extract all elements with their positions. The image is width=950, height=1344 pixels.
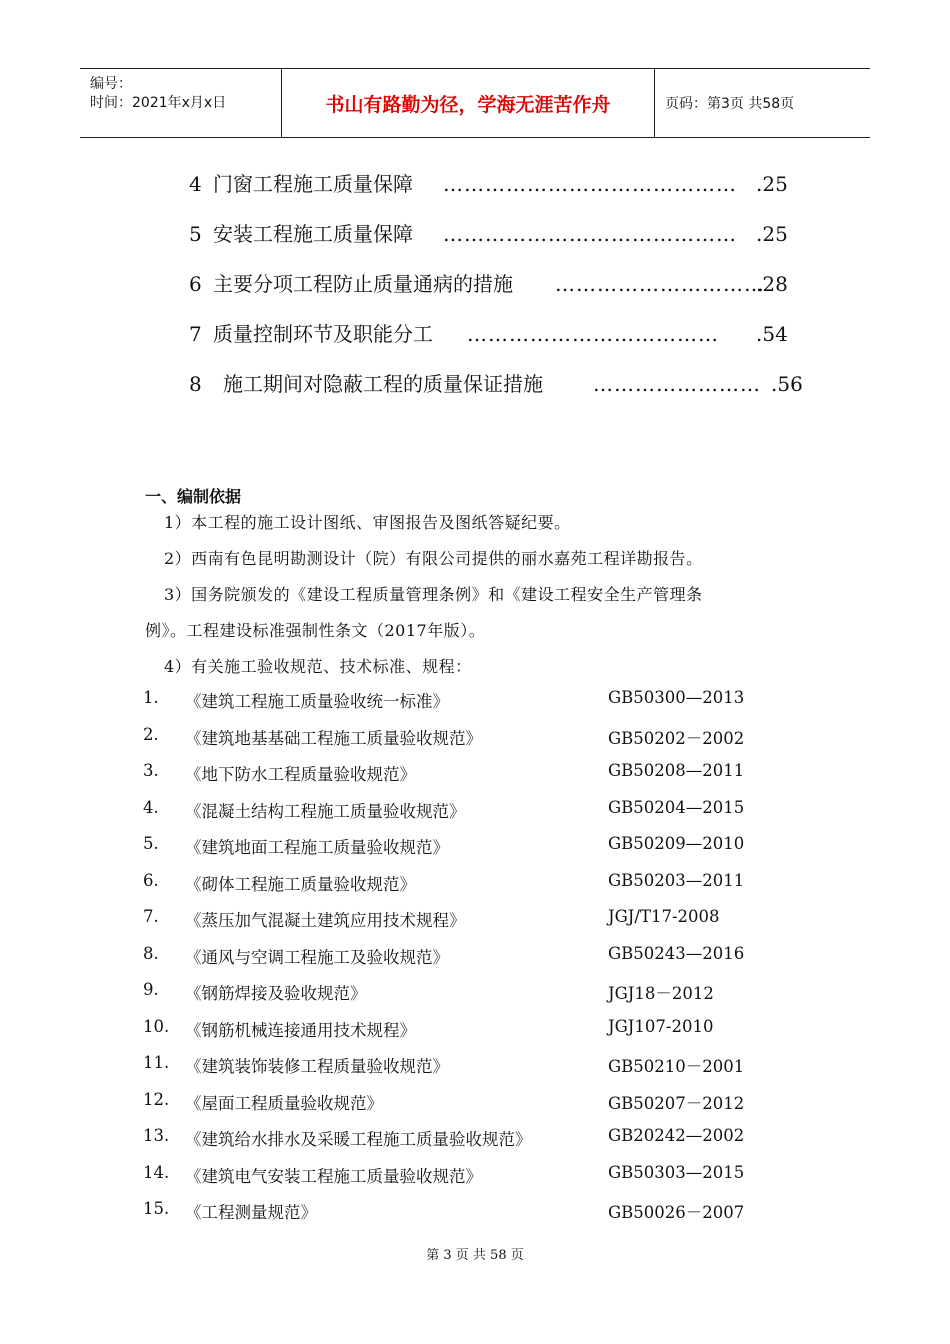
standard-row [143,1090,843,1114]
basis-paragraph: 2）西南有色昆明勘测设计（院）有限公司提供的丽水嘉苑工程详勘报告。 [164,549,703,568]
standard-code: GB50303—2015 [608,1162,745,1182]
time-label: 时间：2021年x月x日 [90,95,227,111]
standard-name: 《建筑电气安装工程施工质量验收规范》 [185,1166,482,1186]
header-motto: 书山有路勤为径，学海无涯苦作舟 [325,93,611,116]
standard-row [143,688,843,712]
standard-row [143,1126,843,1150]
toc-dots: …………………………………… [443,222,737,246]
standard-number: 10. [143,1016,170,1036]
toc-entry [189,220,799,248]
standard-code: GB20242—2002 [608,1126,745,1145]
toc-dots: ……………………………… [467,322,719,346]
standard-code: JGJ/T17-2008 [608,907,720,926]
standard-number: 14. [143,1162,170,1182]
standard-number: 8. [143,943,159,963]
standard-number: 3. [143,761,159,780]
standard-row [143,1017,843,1041]
toc-entry [189,320,799,348]
standard-name: 《钢筋焊接及验收规范》 [185,984,367,1003]
section-heading: 一、编制依据 [145,487,242,506]
standard-name: 《建筑给水排水及采暖工程施工质量验收规范》 [185,1130,532,1149]
standard-number: 12. [143,1089,170,1109]
toc-number: 5 [189,222,202,246]
standard-row [143,834,843,858]
standard-number: 13. [143,1126,170,1145]
standard-number: 9. [143,980,159,999]
basis-paragraph: 1）本工程的施工设计图纸、审图报告及图纸答疑纪要。 [164,513,571,532]
standard-name: 《建筑地面工程施工质量验收规范》 [185,838,449,857]
standard-name: 《地下防水工程质量验收规范》 [185,765,416,784]
toc-number: 7 [189,322,202,346]
standard-row [143,798,843,822]
header-page-info: 页码：第3页 共58页 [665,96,795,112]
standard-name: 《屋面工程质量验收规范》 [185,1093,383,1113]
standard-name: 《建筑地基基础工程施工质量验收规范》 [185,728,482,748]
header-motto-cell [281,69,655,137]
standard-number: 7. [143,907,159,926]
basis-paragraph: 3）国务院颁发的《建设工程质量管理条例》和《建设工程安全生产管理条 [164,585,703,604]
toc-page: .56 [771,372,803,396]
toc-entry [189,370,809,398]
standard-row [143,1053,843,1077]
document-header [80,68,870,138]
standard-row [143,1199,843,1223]
toc-title: 施工期间对隐蔽工程的质量保证措施 [223,372,543,396]
standard-number: 11. [143,1053,170,1072]
toc-dots: ………………………… [555,272,765,296]
page-footer: 第 3 页 共 58 页 [426,1248,524,1263]
toc-page: .54 [756,322,788,346]
standard-number: 2. [143,724,159,744]
standard-name: 《混凝土结构工程施工质量验收规范》 [185,801,466,821]
serial-label: 编号： [90,76,132,92]
standard-code: GB50204—2015 [608,797,745,817]
standard-name: 《工程测量规范》 [185,1203,317,1222]
toc-number: 8 [189,372,202,396]
standard-row [143,1163,843,1187]
standard-row [143,980,843,1004]
standard-code: JGJ107-2010 [608,1016,714,1036]
toc-page: .25 [756,222,788,246]
standard-code: GB50300—2013 [608,688,745,707]
standard-code: GB50202－2002 [608,728,745,748]
toc-page: .28 [756,272,788,296]
standard-row [143,761,843,785]
toc-dots: …………………… [593,372,761,396]
toc-entry [189,170,799,198]
toc-title: 质量控制环节及职能分工 [213,322,433,346]
standard-name: 《钢筋机械连接通用技术规程》 [185,1020,416,1040]
toc-entry [189,270,799,298]
standard-row [143,725,843,749]
standard-code: GB50243—2016 [608,943,745,963]
standard-number: 1. [143,688,159,707]
standard-row [143,944,843,968]
standard-number: 15. [143,1199,170,1218]
toc-title: 门窗工程施工质量保障 [213,172,413,196]
toc-title: 主要分项工程防止质量通病的措施 [213,272,513,296]
standard-code: GB50207－2012 [608,1093,745,1113]
toc-page: .25 [756,172,788,196]
standard-code: GB50026－2007 [608,1203,745,1222]
toc-number: 6 [189,272,202,296]
standard-name: 《建筑装饰装修工程质量验收规范》 [185,1057,449,1076]
basis-paragraph: 4）有关施工验收规范、技术标准、规程： [164,657,472,676]
header-page-cell [655,69,870,137]
standard-number: 5. [143,834,159,853]
standard-number: 4. [143,797,159,817]
standard-name: 《通风与空调工程施工及验收规范》 [185,947,449,967]
standard-number: 6. [143,870,159,890]
toc-title: 安装工程施工质量保障 [213,222,413,246]
standard-code: GB50203—2011 [608,870,745,890]
standard-code: GB50210－2001 [608,1057,745,1076]
toc-number: 4 [189,172,202,196]
toc-dots: …………………………………… [443,172,737,196]
standard-row [143,871,843,895]
standard-name: 《蒸压加气混凝土建筑应用技术规程》 [185,911,466,930]
standard-code: GB50208—2011 [608,761,745,780]
header-meta [80,69,281,137]
standard-code: GB50209—2010 [608,834,745,853]
standard-row [143,907,843,931]
standard-name: 《建筑工程施工质量验收统一标准》 [185,692,449,711]
standard-code: JGJ18－2012 [608,984,714,1003]
basis-paragraph: 例》。工程建设标准强制性条文（2017年版）。 [145,621,486,640]
standard-name: 《砌体工程施工质量验收规范》 [185,874,416,894]
